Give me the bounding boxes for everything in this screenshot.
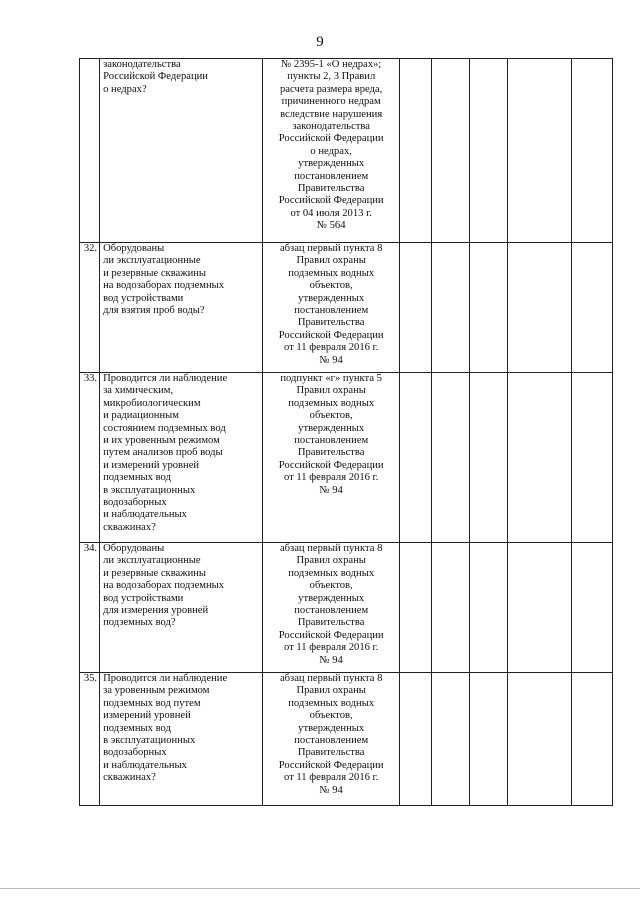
answer-cell-4 — [508, 59, 571, 243]
question-line: и измерений уровней — [103, 459, 200, 471]
answer-cell-4 — [508, 243, 571, 373]
reference-line: утвержденных — [298, 422, 365, 434]
answer-cell-1 — [400, 543, 432, 673]
reference-line: утвержденных — [298, 292, 365, 304]
question-line: ли эксплуатационные — [103, 255, 201, 267]
reference-line: № 94 — [319, 784, 343, 796]
question-cell — [100, 673, 263, 806]
reference-line: Российской Федерации — [278, 759, 384, 771]
reference-line: постановлением — [294, 435, 369, 447]
reference-line: абзац первый пункта 8 — [279, 243, 383, 254]
question-line: микробиологическим — [103, 397, 201, 409]
legal-reference-cell — [262, 673, 399, 806]
question-line: подземных вод путем — [103, 697, 201, 709]
row-number: 32. — [80, 243, 100, 373]
answer-cell-5 — [571, 673, 612, 806]
question-line: Оборудованы — [103, 543, 165, 554]
reference-line: подземных водных — [288, 697, 375, 709]
answer-cell-5 — [571, 373, 612, 543]
answer-cell-2 — [432, 59, 470, 243]
reference-line: Правительства — [297, 447, 365, 459]
question-line: водозаборных — [103, 747, 167, 759]
question-line: в эксплуатационных — [103, 735, 196, 747]
reference-line: объектов, — [309, 710, 353, 722]
reference-line: причиненного недрам — [281, 96, 381, 108]
reference-line: о недрах, — [310, 145, 352, 157]
row-number: 35. — [80, 673, 100, 806]
answer-cell-3 — [470, 243, 508, 373]
question-line: законодательства — [103, 59, 181, 70]
table-row — [80, 673, 613, 806]
reference-line: от 11 февраля 2016 г. — [283, 642, 379, 654]
reference-line: Российской Федерации — [278, 329, 384, 341]
question-cell — [100, 59, 263, 243]
legal-reference-cell — [262, 59, 399, 243]
legal-reference-cell — [262, 373, 399, 543]
reference-line: Правил охраны — [296, 555, 366, 567]
reference-line: постановлением — [294, 305, 369, 317]
reference-line: подземных водных — [288, 267, 375, 279]
question-line: и резервные скважины — [103, 567, 207, 579]
row-number: 33. — [80, 373, 100, 543]
reference-line: пункты 2, 3 Правил — [287, 71, 376, 83]
answer-cell-1 — [400, 59, 432, 243]
answer-cell-5 — [571, 543, 612, 673]
reference-line: № 94 — [319, 484, 343, 496]
reference-line: от 11 февраля 2016 г. — [283, 342, 379, 354]
answer-cell-1 — [400, 673, 432, 806]
reference-line: Российской Федерации — [278, 459, 384, 471]
reference-line: постановлением — [294, 170, 369, 182]
question-line: путем анализов проб воды — [103, 447, 223, 459]
table-body — [80, 59, 613, 806]
reference-line: от 11 февраля 2016 г. — [283, 772, 379, 784]
question-line: измерений уровней — [103, 710, 191, 722]
table-row — [80, 543, 613, 673]
answer-cell-3 — [470, 59, 508, 243]
answer-cell-1 — [400, 243, 432, 373]
question-line: Проводится ли наблюдение — [103, 373, 228, 384]
question-line: скважинах? — [103, 772, 156, 784]
question-line: о недрах? — [103, 83, 147, 95]
question-line: подземных вод — [103, 472, 171, 484]
question-line: на водозаборах подземных — [103, 280, 225, 292]
table-row — [80, 373, 613, 543]
question-line: в эксплуатационных — [103, 484, 196, 496]
reference-line: утвержденных — [298, 592, 365, 604]
answer-cell-5 — [571, 243, 612, 373]
answer-cell-2 — [432, 373, 470, 543]
reference-line: № 94 — [319, 354, 343, 366]
reference-line: подземных водных — [288, 397, 375, 409]
reference-line: вследствие нарушения — [280, 108, 383, 120]
question-line: вод устройствами — [103, 592, 184, 604]
reference-line: от 11 февраля 2016 г. — [283, 472, 379, 484]
reference-line: постановлением — [294, 735, 369, 747]
reference-line: Российской Федерации — [278, 195, 384, 207]
reference-line: от 04 июля 2013 г. — [290, 207, 372, 219]
reference-line: подпункт «г» пункта 5 — [280, 373, 382, 384]
legal-reference-cell — [262, 543, 399, 673]
question-line: для измерения уровней — [103, 605, 209, 617]
page-bottom-edge — [0, 888, 640, 889]
question-line: и наблюдательных — [103, 759, 187, 771]
reference-line: Правительства — [297, 183, 365, 195]
question-line: скважинах? — [103, 521, 156, 533]
table-row — [80, 243, 613, 373]
question-line: состоянием подземных вод — [103, 422, 226, 434]
row-number: 34. — [80, 543, 100, 673]
answer-cell-4 — [508, 543, 571, 673]
question-cell — [100, 543, 263, 673]
answer-cell-2 — [432, 673, 470, 806]
reference-line: № 564 — [316, 220, 346, 232]
reference-line: Российской Федерации — [278, 629, 384, 641]
answer-cell-2 — [432, 543, 470, 673]
question-line: за уровенным режимом — [103, 685, 210, 697]
reference-line: Правительства — [297, 747, 365, 759]
reference-line: законодательства — [292, 121, 370, 133]
answer-cell-1 — [400, 373, 432, 543]
page-number: 9 — [316, 34, 324, 50]
reference-line: Правил охраны — [296, 255, 366, 267]
question-line: ли эксплуатационные — [103, 555, 201, 567]
answer-cell-2 — [432, 243, 470, 373]
reference-line: постановлением — [294, 605, 369, 617]
question-line: Проводится ли наблюдение — [103, 673, 228, 684]
answer-cell-3 — [470, 373, 508, 543]
reference-line: Правил охраны — [296, 685, 366, 697]
reference-line: объектов, — [309, 410, 353, 422]
question-line: водозаборных — [103, 497, 167, 509]
question-line: вод устройствами — [103, 292, 184, 304]
row-number — [80, 59, 100, 243]
question-line: и радиационным — [103, 410, 179, 422]
question-line: и их уровенным режимом — [103, 435, 220, 447]
question-line: на водозаборах подземных — [103, 580, 225, 592]
reference-line: абзац первый пункта 8 — [279, 543, 383, 554]
reference-line: объектов, — [309, 280, 353, 292]
answer-cell-3 — [470, 673, 508, 806]
reference-line: утвержденных — [298, 722, 365, 734]
question-line: Российской Федерации — [103, 71, 208, 83]
question-line: за химическим, — [103, 385, 174, 397]
question-cell — [100, 243, 263, 373]
reference-line: подземных водных — [288, 567, 375, 579]
question-line: подземных вод — [103, 722, 171, 734]
question-line: и наблюдательных — [103, 509, 187, 521]
reference-line: объектов, — [309, 580, 353, 592]
reference-line: расчета размера вреда, — [280, 83, 383, 95]
reference-line: № 94 — [319, 654, 343, 666]
reference-line: Российской Федерации — [278, 133, 384, 145]
checklist-table — [79, 58, 613, 806]
table-row — [80, 59, 613, 243]
legal-reference-cell — [262, 243, 399, 373]
question-line: подземных вод? — [103, 617, 176, 629]
answer-cell-4 — [508, 373, 571, 543]
reference-line: Правительства — [297, 617, 365, 629]
question-line: для взятия проб воды? — [103, 305, 205, 317]
reference-line: Правил охраны — [296, 385, 366, 397]
reference-line: Правительства — [297, 317, 365, 329]
question-line: и резервные скважины — [103, 267, 207, 279]
reference-line: утвержденных — [298, 158, 365, 170]
reference-line: абзац первый пункта 8 — [279, 673, 383, 684]
reference-line: № 2395-1 «О недрах»; — [281, 59, 382, 70]
answer-cell-3 — [470, 543, 508, 673]
question-line: Оборудованы — [103, 243, 165, 254]
answer-cell-5 — [571, 59, 612, 243]
question-cell — [100, 373, 263, 543]
answer-cell-4 — [508, 673, 571, 806]
